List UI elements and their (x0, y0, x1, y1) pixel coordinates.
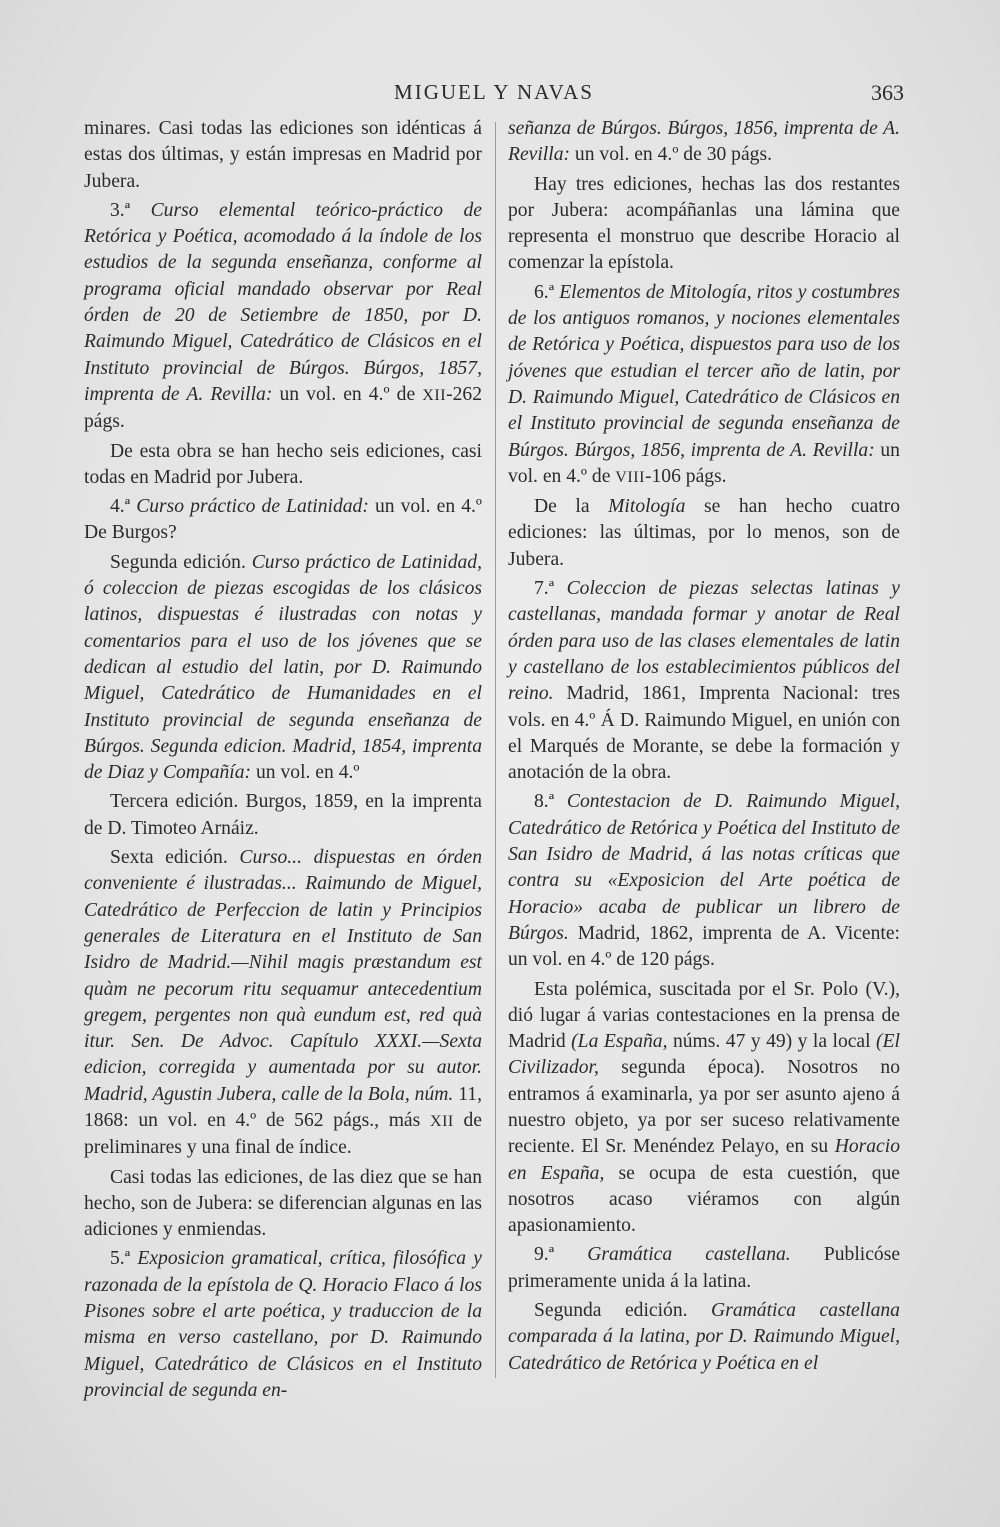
paragraph: 4.ª Curso práctico de Latinidad: un vol. en 4.º De Burgos? (84, 496, 482, 544)
paragraph: Sexta edición. Curso... dispuestas en órden conveniente é ilustradas... Raimundo de Miguel, Catedrático de Perfeccion de latin y Principios generales de Literatura en el Instituto de San Isidro de Madrid.—Nihil magis præstandum est quàm ne pecorum ritu sequamur antecedentium gregem, pergentes non quà eundum est, red quà itur. Sen. De Advoc. Capítulo XXXI.—Sexta edicion, corregida y aumentada por su autor. Madrid, Agustin Jubera, calle de la Bola, núm. 11, 1868: un vol. en 4.º de 562 págs., más XII de preliminares y una final de índice. (84, 847, 482, 1159)
paragraph: 9.ª Gramática castellana. Publicóse primeramente unida á la latina. (508, 1244, 901, 1292)
paragraph: 3.ª Curso elemental teórico-práctico de Retórica y Poética, acomodado á la índole de los estudios de la segunda enseñanza, conforme al programa oficial mandado observar por Real órden de 20 de Setiembre de 1850, por D. Raimundo Miguel, Catedrático de Clásicos en el Instituto provincial de Búrgos. Búrgos, 1857, imprenta de A. Revilla: un vol. en 4.º de XII-262 págs. (84, 199, 483, 433)
paragraph: De la Mitología se han hecho cuatro ediciones: las últimas, por lo menos, son de Jubera. (508, 496, 900, 570)
running-title: MIGUEL Y NAVAS (394, 80, 594, 104)
paragraph: Segunda edición. Curso práctico de Latinidad, ó coleccion de piezas escogidas de los clásicos latinos, dispuestas é ilustradas con notas y comentarios para el uso de los jóvenes que se dedican al estudio del latin, por D. Raimundo Miguel, Catedrático de Humanidades en el Instituto provincial de segunda enseñanza de Búrgos. Segunda edicion. Madrid, 1854, imprenta de Diaz y Compañía: un vol. en 4.º (84, 551, 482, 784)
paragraph: Hay tres ediciones, hechas las dos restantes por Jubera: acompáñanlas una lámina que representa el monstruo que describe Horacio al comenzar la epístola. (508, 173, 900, 274)
paragraph: Esta polémica, suscitada por el Sr. Polo (V.), dió lugar á varias contestaciones en la prensa de Madrid (La España, núms. 47 y 49) y la local (El Civilizador, segunda época). Nosotros no entramos á examinarla, ya por ser asunto ajeno á nuestro objeto, ya por ser suceso relativamente reciente. El Sr. Menéndez Pelayo, en su Horacio en España, se ocupa de esta cuestión, que nosotros acaso viéramos con algún apasionamiento. (508, 978, 900, 1237)
paragraph: Segunda edición. Gramática castellana comparada á la latina, por D. Raimundo Miguel, Catedrático de Retórica y Poética en el (508, 1300, 900, 1374)
paragraph: 8.ª Contestacion de D. Raimundo Miguel, Catedrático de Retórica y Poética del Instituto de San Isidro de Madrid, á las notas críticas que contra su «Exposicion del Arte poética de Horacio» acaba de publicar un librero de Búrgos. Madrid, 1862, imprenta de A. Vicente: un vol. en 4.º de 120 págs. (508, 791, 901, 971)
left-column (84, 116, 482, 1404)
page-number: 363 (871, 80, 904, 105)
page-header (84, 80, 904, 112)
paragraph: minares. Casi todas las ediciones son idénticas á estas dos últimas, y están impresas en Madrid por Jubera. (84, 118, 482, 192)
paragraph: 5.ª Exposicion gramatical, crítica, filosófica y razonada de la epístola de Q. Horacio Flaco á los Pisones sobre el arte poética, y traduccion de la misma en verso castellano, por D. Raimundo Miguel, Catedrático de Clásicos en el Instituto provincial de segunda en- (84, 1248, 483, 1401)
column-divider (495, 122, 496, 1378)
paragraph: Tercera edición. Burgos, 1859, en la imprenta de D. Timoteo Arnáiz. (84, 791, 482, 839)
paragraph: 6.ª Elementos de Mitología, ritos y costumbres de los antiguos romanos, y nociones elementales de Retórica y Poética, dispuestos para uso de los jóvenes que estudian el tercer año de latin, por D. Raimundo Miguel, Catedrático de Clásicos en el Instituto provincial de segunda enseñanza de Búrgos. Búrgos, 1856, imprenta de A. Revilla: un vol. en 4.º de VIII-106 págs. (508, 281, 901, 487)
paragraph: Casi todas las ediciones, de las diez que se han hecho, son de Jubera: se diferencian algunas en las adiciones y enmiendas. (84, 1166, 482, 1241)
right-column (508, 116, 900, 1377)
paragraph: 7.ª Coleccion de piezas selectas latinas y castellanas, mandada formar y anotar de Real órden para uso de las clases elementales de latin y castellano de los establecimientos públicos del reino. Madrid, 1861, Imprenta Nacional: tres vols. en 4.º Á D. Raimundo Miguel, en unión con el Marqués de Morante, se debe la formación y anotación de la obra. (508, 578, 900, 784)
paragraph: señanza de Búrgos. Búrgos, 1856, imprenta de A. Revilla: un vol. en 4.º de 30 págs. (508, 118, 900, 166)
paragraph: De esta obra se han hecho seis ediciones, casi todas en Madrid por Jubera. (84, 440, 482, 488)
